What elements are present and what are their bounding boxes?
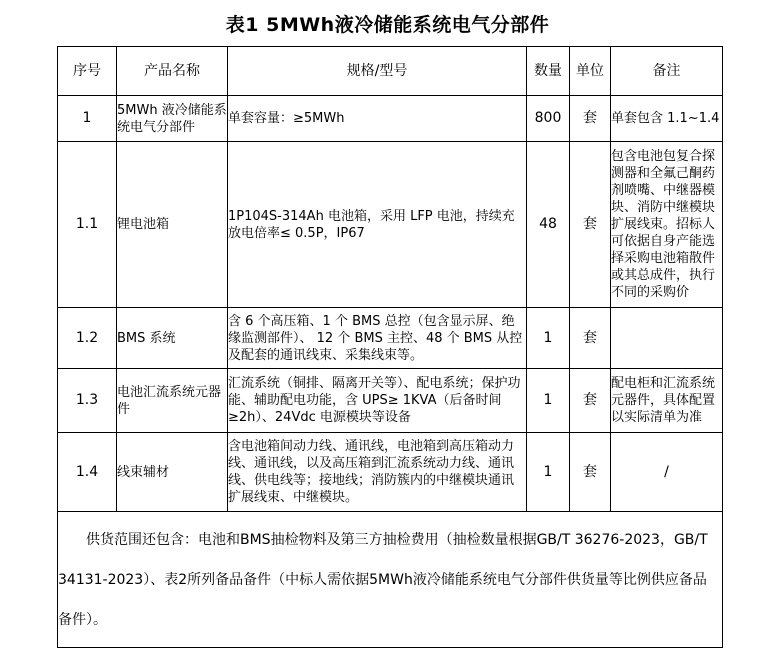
cell-spec: 单套容量：≥5MWh: [228, 96, 527, 142]
cell-remark: 包含电池包复合探测器和全氟己酮药剂喷嘴、中继器模块、消防中继模块扩展线束。招标人可依据自身产能选择采购电池箱散件或其总成件，执行不同的采购价: [611, 142, 723, 308]
cell-unit: 套: [570, 142, 611, 308]
cell-unit: 套: [570, 369, 611, 433]
cell-no: 1.1: [58, 142, 117, 308]
cell-no: 1.4: [58, 433, 117, 512]
table-row: [58, 308, 723, 369]
header-no: 序号: [58, 47, 117, 96]
cell-name: BMS 系统: [117, 308, 228, 369]
cell-qty: 800: [527, 96, 570, 142]
parts-table: [57, 46, 723, 648]
cell-remark: [611, 308, 723, 369]
note-cell: [58, 512, 723, 648]
cell-name: 锂电池箱: [117, 142, 228, 308]
cell-remark: 配电柜和汇流系统元器件，具体配置以实际清单为准: [611, 369, 723, 433]
cell-qty: 48: [527, 142, 570, 308]
cell-unit: 套: [570, 433, 611, 512]
cell-unit: 套: [570, 96, 611, 142]
table-row: [58, 96, 723, 142]
cell-qty: 1: [527, 433, 570, 512]
cell-remark: /: [611, 433, 723, 512]
supply-scope-note: 供货范围还包含：电池和BMS抽检物料及第三方抽检费用（抽检数量根据GB/T 36276-2023，GB/T 34131-2023）、表2所列备品备件（中标人需依据5MWh液冷储能系统电气分部件供货量等比例供应备品备件）。: [58, 531, 708, 628]
table-row: [58, 142, 723, 308]
cell-spec: 1P104S-314Ah 电池箱，采用 LFP 电池，持续充放电倍率≤ 0.5P，IP67: [228, 142, 527, 308]
cell-no: 1.3: [58, 369, 117, 433]
cell-qty: 1: [527, 369, 570, 433]
header-name: 产品名称: [117, 47, 228, 96]
cell-unit: 套: [570, 308, 611, 369]
header-spec: 规格/型号: [228, 47, 527, 96]
table-row: [58, 369, 723, 433]
cell-spec: 含 6 个高压箱、1 个 BMS 总控（包含显示屏、绝缘监测部件）、 12 个 BMS 主控、48 个 BMS 从控及配套的通讯线束、采集线束等。: [228, 308, 527, 369]
cell-spec: 汇流系统（铜排、隔离开关等）、配电系统；保护功能、辅助配电功能，含 UPS≥ 1KVA（后备时间≥2h）、24Vdc 电源模块等设备: [228, 369, 527, 433]
table-row: [58, 433, 723, 512]
header-remark: 备注: [611, 47, 723, 96]
header-qty: 数量: [527, 47, 570, 96]
cell-no: 1.2: [58, 308, 117, 369]
cell-remark: 单套包含 1.1~1.4: [611, 96, 723, 142]
note-row: [58, 512, 723, 648]
cell-name: 线束辅材: [117, 433, 228, 512]
header-row: [58, 47, 723, 96]
table-title: 表1 5MWh液冷储能系统电气分部件: [225, 14, 550, 36]
cell-name: 5MWh 液冷储能系统电气分部件: [117, 96, 228, 142]
cell-name: 电池汇流系统元器件: [117, 369, 228, 433]
cell-qty: 1: [527, 308, 570, 369]
cell-spec: 含电池箱间动力线、通讯线，电池箱到高压箱动力线、通讯线，以及高压箱到汇流系统动力线、通讯线、供电线等；接地线；消防簇内的中继模块通讯扩展线束、中继模块。: [228, 433, 527, 512]
header-unit: 单位: [570, 47, 611, 96]
cell-no: 1: [58, 96, 117, 142]
